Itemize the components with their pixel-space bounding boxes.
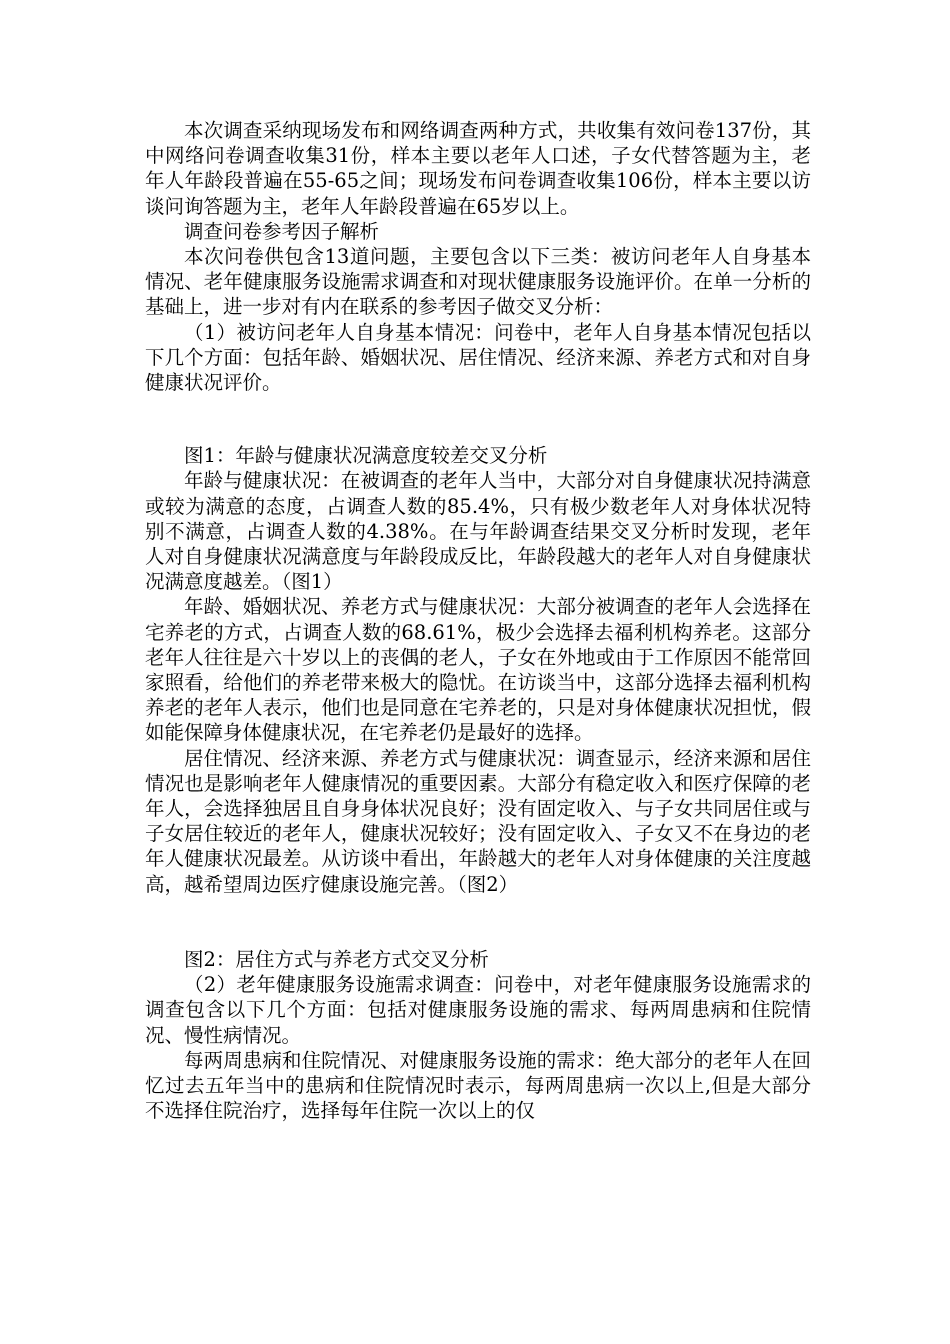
paragraph-facility-demand: （2）老年健康服务设施需求调查：问卷中，对老年健康服务设施需求的调查包含以下几个方面：包括对健康服务设施的需求、每两周患病和住院情况、慢性病情况。: [145, 973, 811, 1047]
paragraph-survey-method: 本次调查采纳现场发布和网络调查两种方式，共收集有效问卷137份，其中网络问卷调查收集31份，样本主要以老年人口述，子女代替答题为主，老年人年龄段普遍在55-65之间；现场发布问卷调查收集106份，样本主要以访谈问询答题为主，老年人年龄段普遍在65岁以上。: [145, 119, 811, 218]
paragraph-questionnaire-overview: 本次问卷供包含13道问题，主要包含以下三类：被访问老年人自身基本情况、老年健康服务设施需求调查和对现状健康服务设施评价。在单一分析的基础上，进一步对有内在联系的参考因子做交叉分析：: [145, 245, 811, 319]
paragraph-illness-hospital: 每两周患病和住院情况、对健康服务设施的需求：绝大部分的老年人在回忆过去五年当中的患病和住院情况时表示，每两周患病一次以上,但是大部分不选择住院治疗，选择每年住院一次以上的仅: [145, 1048, 811, 1123]
figure2-caption: 图2：居住方式与养老方式交叉分析: [184, 947, 489, 971]
paragraph-age-health: 年龄与健康状况：在被调查的老年人当中，大部分对自身健康状况持满意或较为满意的态度，占调查人数的85.4%，只有极少数老年人对身体状况特别不满意，占调查人数的4.38%。在与年龄调查结果交叉分析时发现，老年人对自身健康状况满意度与年龄段成反比，年龄段越大的老年人对自身健康状况满意度越差。（图1）: [145, 469, 811, 594]
paragraph-living-health: 居住情况、经济来源、养老方式与健康状况：调查显示，经济来源和居住情况也是影响老年人健康情况的重要因素。大部分有稳定收入和医疗保障的老年人，会选择独居且自身身体状况良好；没有固定收入、与子女共同居住或与子女居住较近的老年人，健康状况较好；没有固定收入、子女又不在身边的老年人健康状况最差。从访谈中看出，年龄越大的老年人对身体健康的关注度越高，越希望周边医疗健康设施完善。（图2）: [145, 746, 811, 896]
document-body: [145, 118, 811, 1123]
figure2-placeholder: [145, 897, 811, 947]
paragraph-marriage-health: 年龄、婚姻状况、养老方式与健康状况：大部分被调查的老年人会选择在宅养老的方式，占调查人数的68.61%，极少会选择去福利机构养老。这部分老年人往往是六十岁以上的丧偶的老人，子女在外地或由于工作原因不能常回家照看，给他们的养老带来极大的隐忧。在访谈当中，这部分选择去福利机构养老的老年人表示，他们也是同意在宅养老的，只是对身体健康状况担忧，假如能保障身体健康状况，在宅养老仍是最好的选择。: [145, 595, 811, 745]
paragraph-section-heading: 调查问卷参考因子解析: [184, 219, 380, 243]
figure1-placeholder: [145, 395, 811, 443]
figure1-caption: 图1：年龄与健康状况满意度较差交叉分析: [184, 444, 548, 468]
paragraph-basic-info: （1）被访问老年人自身基本情况：问卷中，老年人自身基本情况包括以下几个方面：包括年龄、婚姻状况、居住情况、经济来源、养老方式和对自身健康状况评价。: [145, 320, 811, 395]
